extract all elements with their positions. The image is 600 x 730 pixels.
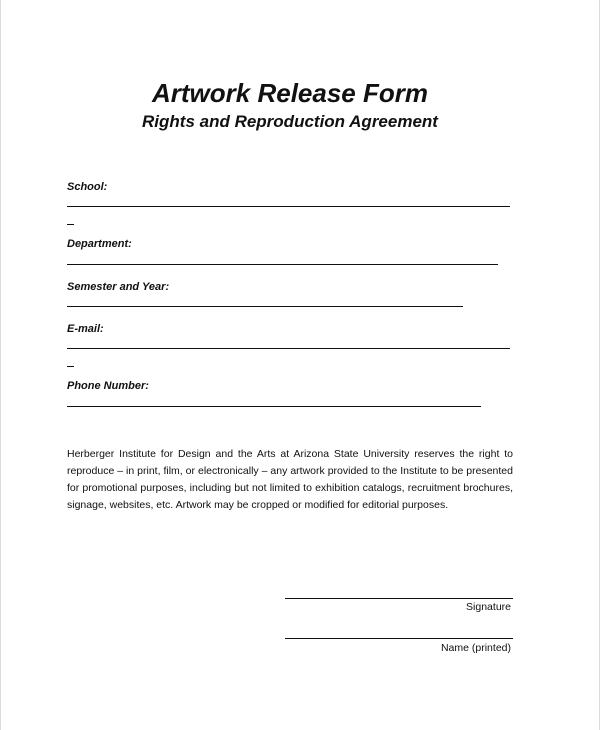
form-subtitle: Rights and Reproduction Agreement: [142, 112, 438, 131]
signature-line[interactable]: [285, 598, 513, 599]
phone-number-label: Phone Number:: [67, 380, 149, 392]
printed-name-line[interactable]: [285, 638, 513, 639]
phone-number-line[interactable]: [67, 406, 481, 407]
school-label: School:: [67, 181, 108, 193]
agreement-paragraph: Herberger Institute for Design and the Arts at Arizona State University reserves the right to reproduce – in print, film, or electronically – any artwork provided to the Institute to be presented for promotional purposes, including but not limited to exhibition catalogs, recruitment brochures, signage, websites, etc. Artwork may be cropped or modified for editorial purposes.: [67, 448, 513, 511]
form-title: Artwork Release Form: [152, 78, 428, 108]
email-line[interactable]: [67, 348, 510, 349]
semester-year-label: Semester and Year:: [67, 281, 170, 293]
department-label: Department:: [67, 238, 132, 250]
school-line[interactable]: [67, 206, 510, 207]
department-line[interactable]: [67, 264, 498, 265]
school-line-continuation: [67, 224, 74, 225]
signature-label: Signature: [466, 601, 511, 613]
email-line-continuation: [67, 366, 74, 367]
email-label: E-mail:: [67, 323, 104, 335]
printed-name-label: Name (printed): [440, 642, 511, 654]
semester-year-line[interactable]: [67, 306, 463, 307]
